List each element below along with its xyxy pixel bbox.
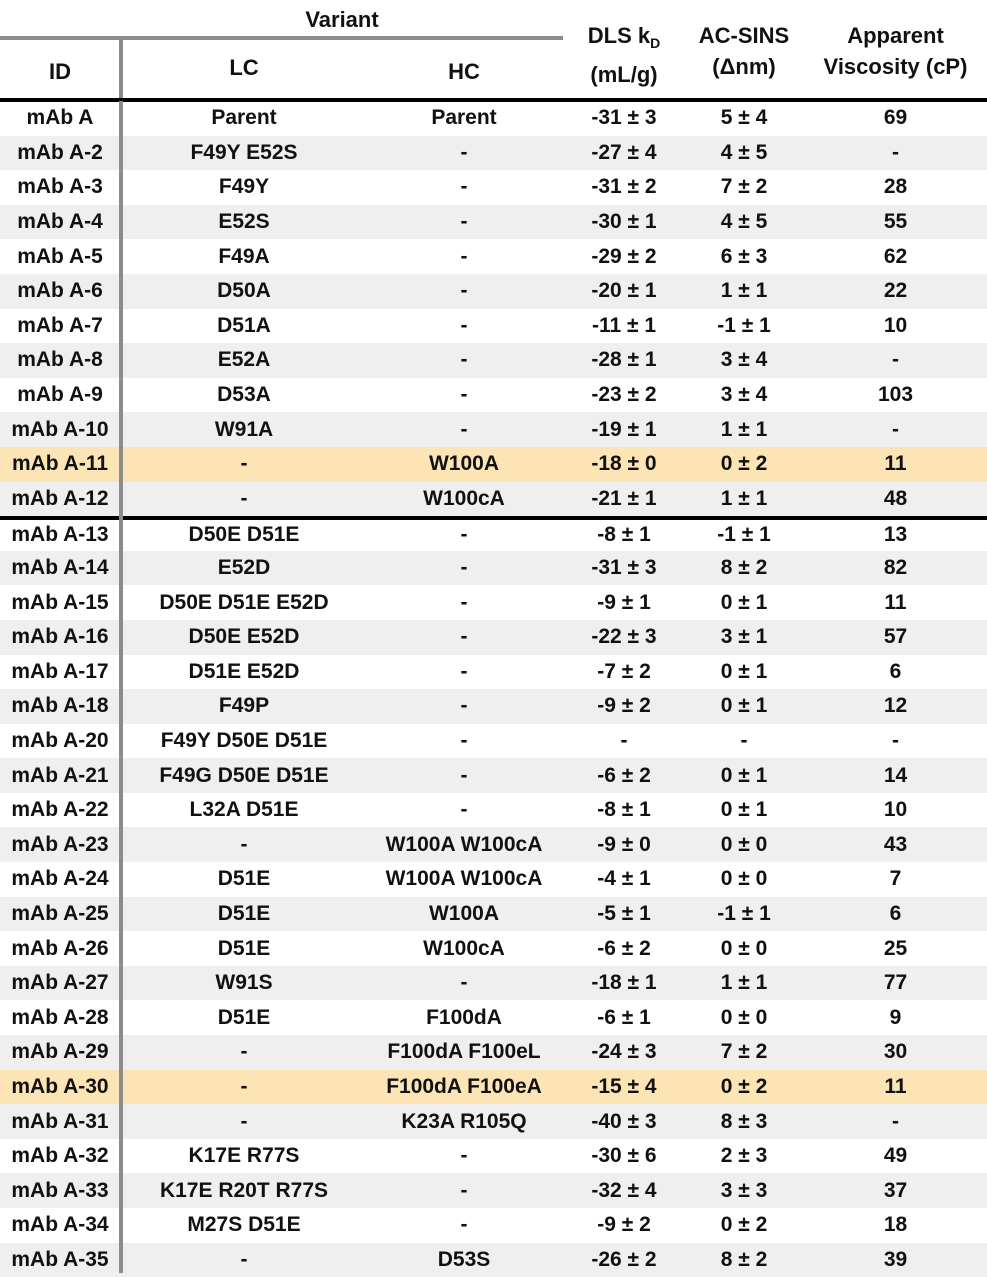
variant-group-rule bbox=[0, 36, 563, 40]
cell-lc: L32A D51E bbox=[189, 798, 299, 822]
cell-visc: 11 bbox=[884, 452, 907, 476]
cell-lc: - bbox=[240, 486, 248, 510]
cell-id: mAb A-3 bbox=[17, 175, 103, 199]
cell-dls: -31 ± 3 bbox=[591, 106, 657, 130]
cell-visc: 10 bbox=[883, 798, 908, 822]
table-row bbox=[0, 827, 987, 862]
table-row bbox=[0, 239, 987, 274]
cell-id: mAb A-6 bbox=[17, 279, 103, 303]
cell-visc: 62 bbox=[883, 244, 908, 268]
cell-hc: W100A W100cA bbox=[385, 867, 543, 891]
table-row bbox=[0, 482, 987, 517]
cell-dls: -31 ± 2 bbox=[591, 175, 657, 199]
table-row bbox=[0, 862, 987, 897]
cell-lc: F49Y E52S bbox=[190, 140, 298, 164]
table-row bbox=[0, 274, 987, 309]
cell-lc: F49Y bbox=[218, 175, 270, 199]
cell-dls: -9 ± 1 bbox=[597, 590, 651, 614]
cell-dls: -29 ± 2 bbox=[591, 244, 657, 268]
cell-visc: 18 bbox=[883, 1213, 908, 1237]
cell-id: mAb A-20 bbox=[11, 728, 109, 752]
cell-hc: - bbox=[460, 417, 468, 441]
cell-ac: -1 ± 1 bbox=[717, 313, 771, 337]
cell-hc: Parent bbox=[431, 106, 497, 130]
cell-id: mAb A-34 bbox=[11, 1213, 109, 1237]
column-header-hc: HC bbox=[448, 59, 480, 84]
table-body bbox=[0, 101, 987, 1277]
cell-id: mAb A-24 bbox=[11, 867, 109, 891]
cell-ac: 8 ± 3 bbox=[720, 1109, 768, 1133]
cell-lc: E52D bbox=[217, 556, 271, 580]
table-row bbox=[0, 724, 987, 759]
cell-lc: Parent bbox=[211, 106, 277, 130]
cell-ac: 6 ± 3 bbox=[720, 244, 768, 268]
cell-ac: 0 ± 1 bbox=[720, 694, 768, 718]
cell-visc: 69 bbox=[883, 106, 908, 130]
cell-id: mAb A-27 bbox=[11, 971, 109, 995]
cell-ac: - bbox=[740, 728, 748, 752]
cell-id: mAb A bbox=[26, 106, 94, 130]
cell-hc: W100A bbox=[428, 901, 500, 925]
cell-hc: W100cA bbox=[423, 486, 505, 510]
table-row bbox=[0, 101, 987, 136]
cell-dls: -28 ± 1 bbox=[591, 348, 657, 372]
cell-dls: -8 ± 1 bbox=[597, 523, 651, 547]
cell-hc: - bbox=[460, 313, 468, 337]
cell-dls: -9 ± 0 bbox=[597, 832, 651, 856]
cell-lc: - bbox=[240, 1074, 248, 1098]
cell-ac: 0 ± 2 bbox=[720, 1074, 768, 1098]
cell-dls: -23 ± 2 bbox=[591, 383, 657, 407]
table-row bbox=[0, 1208, 987, 1243]
cell-id: mAb A-7 bbox=[17, 313, 103, 337]
cell-lc: D51E bbox=[217, 1005, 271, 1029]
cell-ac: 8 ± 2 bbox=[720, 556, 768, 580]
table-row bbox=[0, 655, 987, 690]
cell-dls: -4 ± 1 bbox=[597, 867, 651, 891]
cell-lc: D51A bbox=[217, 313, 271, 337]
cell-hc: - bbox=[460, 1178, 468, 1202]
cell-hc: D53S bbox=[437, 1247, 491, 1271]
cell-dls: -18 ± 0 bbox=[591, 452, 657, 476]
cell-dls: -40 ± 3 bbox=[591, 1109, 657, 1133]
cell-id: mAb A-9 bbox=[17, 383, 103, 407]
cell-dls: -8 ± 1 bbox=[597, 798, 651, 822]
cell-ac: -1 ± 1 bbox=[717, 901, 771, 925]
cell-lc: D50E D51E E52D bbox=[159, 590, 329, 614]
ac-header-line2: (Δnm) bbox=[712, 54, 776, 79]
cell-visc: 13 bbox=[883, 523, 908, 547]
cell-hc: - bbox=[460, 728, 468, 752]
table-row bbox=[0, 620, 987, 655]
table-row bbox=[0, 1070, 987, 1105]
cell-hc: - bbox=[460, 175, 468, 199]
cell-visc: 77 bbox=[883, 971, 908, 995]
cell-dls: -21 ± 1 bbox=[591, 486, 657, 510]
cell-id: mAb A-16 bbox=[11, 625, 109, 649]
cell-visc: - bbox=[892, 1109, 899, 1133]
cell-ac: 0 ± 2 bbox=[720, 452, 768, 476]
table-row bbox=[0, 1104, 987, 1139]
cell-lc: E52S bbox=[218, 210, 270, 234]
cell-lc: K17E R77S bbox=[188, 1144, 300, 1168]
cell-lc: W91S bbox=[215, 971, 273, 995]
cell-lc: D50A bbox=[217, 279, 271, 303]
cell-id: mAb A-2 bbox=[17, 140, 103, 164]
table-row bbox=[0, 793, 987, 828]
cell-id: mAb A-28 bbox=[11, 1005, 109, 1029]
cell-lc: D53A bbox=[217, 383, 271, 407]
cell-lc: M27S D51E bbox=[187, 1213, 301, 1237]
cell-dls: -27 ± 4 bbox=[591, 140, 657, 164]
cell-id: mAb A-5 bbox=[17, 244, 103, 268]
cell-hc: - bbox=[460, 556, 468, 580]
cell-hc: - bbox=[460, 659, 468, 683]
cell-ac: 7 ± 2 bbox=[720, 1040, 768, 1064]
cell-lc: - bbox=[240, 1109, 248, 1133]
cell-lc: D51E bbox=[217, 867, 271, 891]
table-row bbox=[0, 516, 987, 551]
cell-id: mAb A-31 bbox=[11, 1109, 109, 1133]
cell-visc: 48 bbox=[883, 486, 908, 510]
table-row bbox=[0, 1139, 987, 1174]
cell-ac: 3 ± 3 bbox=[720, 1178, 768, 1202]
cell-id: mAb A-35 bbox=[11, 1247, 109, 1271]
table-row bbox=[0, 412, 987, 447]
cell-visc: 10 bbox=[883, 313, 908, 337]
cell-visc: 30 bbox=[883, 1040, 908, 1064]
cell-hc: F100dA bbox=[426, 1005, 502, 1029]
table-row bbox=[0, 170, 987, 205]
cell-visc: 12 bbox=[883, 694, 908, 718]
cell-lc: K17E R20T R77S bbox=[159, 1178, 329, 1202]
cell-lc: E52A bbox=[217, 348, 271, 372]
cell-lc: F49G D50E D51E bbox=[159, 763, 329, 787]
cell-hc: W100cA bbox=[423, 936, 505, 960]
cell-ac: 4 ± 5 bbox=[720, 210, 768, 234]
cell-id: mAb A-32 bbox=[11, 1144, 109, 1168]
visc-header-line1: Apparent bbox=[847, 23, 944, 48]
cell-dls: -7 ± 2 bbox=[597, 659, 651, 683]
table-row bbox=[0, 897, 987, 932]
cell-dls: -20 ± 1 bbox=[591, 279, 657, 303]
cell-ac: 3 ± 4 bbox=[720, 348, 768, 372]
cell-dls: -22 ± 3 bbox=[591, 625, 657, 649]
cell-dls: -30 ± 6 bbox=[591, 1144, 657, 1168]
cell-hc: - bbox=[460, 798, 468, 822]
cell-ac: 0 ± 1 bbox=[720, 590, 768, 614]
cell-ac: 0 ± 2 bbox=[720, 1213, 768, 1237]
table-row bbox=[0, 378, 987, 413]
cell-ac: 0 ± 0 bbox=[720, 832, 768, 856]
cell-dls: -32 ± 4 bbox=[591, 1178, 657, 1202]
cell-hc: - bbox=[460, 279, 468, 303]
cell-id: mAb A-4 bbox=[17, 210, 103, 234]
cell-ac: 1 ± 1 bbox=[720, 971, 768, 995]
cell-dls: -9 ± 2 bbox=[597, 694, 651, 718]
cell-id: mAb A-12 bbox=[11, 486, 109, 510]
cell-ac: 1 ± 1 bbox=[720, 486, 768, 510]
column-header-dls-kd bbox=[564, 20, 684, 90]
table-row bbox=[0, 966, 987, 1001]
table-row bbox=[0, 758, 987, 793]
cell-hc: - bbox=[460, 590, 468, 614]
table-row bbox=[0, 1035, 987, 1070]
dls-header-subscript: D bbox=[650, 35, 661, 51]
column-header-ac-sins bbox=[684, 20, 804, 82]
cell-dls: - bbox=[620, 728, 628, 752]
ac-header-line1: AC-SINS bbox=[698, 23, 790, 48]
cell-visc: 7 bbox=[889, 867, 902, 891]
cell-visc: - bbox=[892, 728, 899, 752]
cell-dls: -6 ± 1 bbox=[597, 1005, 651, 1029]
cell-id: mAb A-25 bbox=[11, 901, 109, 925]
table-row bbox=[0, 689, 987, 724]
cell-visc: 43 bbox=[883, 832, 908, 856]
cell-dls: -5 ± 1 bbox=[597, 901, 651, 925]
table-row bbox=[0, 931, 987, 966]
cell-ac: -1 ± 1 bbox=[717, 523, 771, 547]
visc-header-line2: Viscosity (cP) bbox=[823, 54, 968, 79]
cell-hc: W100A bbox=[428, 452, 500, 476]
cell-hc: - bbox=[460, 383, 468, 407]
table-row bbox=[0, 447, 987, 482]
cell-hc: - bbox=[460, 140, 468, 164]
cell-ac: 2 ± 3 bbox=[720, 1144, 768, 1168]
cell-hc: K23A R105Q bbox=[401, 1109, 527, 1133]
cell-visc: - bbox=[892, 348, 899, 372]
cell-ac: 3 ± 1 bbox=[720, 625, 768, 649]
cell-dls: -6 ± 2 bbox=[597, 763, 651, 787]
cell-dls: -24 ± 3 bbox=[591, 1040, 657, 1064]
cell-visc: - bbox=[892, 140, 899, 164]
cell-visc: 11 bbox=[884, 1074, 907, 1098]
cell-id: mAb A-18 bbox=[11, 694, 109, 718]
cell-id: mAb A-14 bbox=[11, 556, 109, 580]
cell-dls: -31 ± 3 bbox=[591, 556, 657, 580]
id-column-divider bbox=[119, 101, 123, 1273]
cell-visc: 14 bbox=[883, 763, 908, 787]
cell-dls: -19 ± 1 bbox=[591, 417, 657, 441]
cell-dls: -30 ± 1 bbox=[591, 210, 657, 234]
cell-id: mAb A-8 bbox=[17, 348, 103, 372]
cell-hc: F100dA F100eL bbox=[387, 1040, 541, 1064]
cell-visc: 28 bbox=[883, 175, 908, 199]
dls-header-line2: (mL/g) bbox=[590, 62, 658, 87]
cell-lc: D50E E52D bbox=[188, 625, 300, 649]
cell-lc: - bbox=[240, 452, 248, 476]
cell-dls: -11 ± 1 bbox=[591, 313, 657, 337]
cell-lc: F49P bbox=[218, 694, 270, 718]
cell-hc: W100A W100cA bbox=[385, 832, 543, 856]
cell-id: mAb A-17 bbox=[11, 659, 109, 683]
cell-ac: 4 ± 5 bbox=[720, 140, 768, 164]
column-header-id: ID bbox=[49, 59, 71, 84]
cell-ac: 3 ± 4 bbox=[720, 383, 768, 407]
cell-ac: 0 ± 1 bbox=[720, 798, 768, 822]
cell-visc: 49 bbox=[883, 1144, 908, 1168]
table-row bbox=[0, 1243, 987, 1277]
cell-visc: 6 bbox=[889, 659, 902, 683]
cell-lc: D50E D51E bbox=[188, 523, 300, 547]
cell-visc: 55 bbox=[883, 210, 908, 234]
cell-hc: - bbox=[460, 694, 468, 718]
table-row bbox=[0, 136, 987, 171]
dls-header-line1: DLS $k_D$ bbox=[587, 23, 661, 51]
cell-hc: - bbox=[460, 210, 468, 234]
cell-visc: 39 bbox=[883, 1247, 908, 1271]
id-column-divider-header bbox=[119, 40, 123, 98]
cell-hc: - bbox=[460, 1213, 468, 1237]
cell-ac: 0 ± 0 bbox=[720, 867, 768, 891]
cell-ac: 7 ± 2 bbox=[720, 175, 768, 199]
cell-id: mAb A-10 bbox=[11, 417, 109, 441]
cell-id: mAb A-30 bbox=[11, 1074, 109, 1098]
cell-id: mAb A-21 bbox=[11, 763, 109, 787]
cell-hc: - bbox=[460, 625, 468, 649]
cell-id: mAb A-11 bbox=[11, 452, 109, 476]
table-row bbox=[0, 309, 987, 344]
cell-id: mAb A-23 bbox=[11, 832, 109, 856]
cell-id: mAb A-33 bbox=[11, 1178, 109, 1202]
cell-ac: 0 ± 0 bbox=[720, 936, 768, 960]
cell-dls: -6 ± 2 bbox=[597, 936, 651, 960]
table-row bbox=[0, 1000, 987, 1035]
cell-visc: 11 bbox=[884, 590, 907, 614]
cell-lc: - bbox=[240, 1040, 248, 1064]
cell-ac: 8 ± 2 bbox=[720, 1247, 768, 1271]
cell-visc: 9 bbox=[889, 1005, 902, 1029]
cell-lc: - bbox=[240, 832, 248, 856]
cell-id: mAb A-26 bbox=[11, 936, 109, 960]
cell-hc: - bbox=[460, 971, 468, 995]
cell-lc: D51E bbox=[217, 901, 271, 925]
cell-visc: 25 bbox=[883, 936, 908, 960]
cell-visc: 37 bbox=[883, 1178, 908, 1202]
table-row bbox=[0, 585, 987, 620]
cell-lc: F49Y D50E D51E bbox=[160, 728, 328, 752]
cell-dls: -15 ± 4 bbox=[591, 1074, 657, 1098]
cell-ac: 1 ± 1 bbox=[720, 417, 768, 441]
table-row bbox=[0, 551, 987, 586]
cell-visc: 6 bbox=[889, 901, 902, 925]
cell-ac: 5 ± 4 bbox=[720, 106, 768, 130]
cell-hc: - bbox=[460, 763, 468, 787]
cell-hc: - bbox=[460, 1144, 468, 1168]
cell-ac: 0 ± 1 bbox=[720, 659, 768, 683]
cell-dls: -9 ± 2 bbox=[597, 1213, 651, 1237]
cell-visc: - bbox=[892, 417, 899, 441]
cell-id: mAb A-29 bbox=[11, 1040, 109, 1064]
cell-hc: - bbox=[460, 348, 468, 372]
cell-ac: 1 ± 1 bbox=[720, 279, 768, 303]
cell-dls: -26 ± 2 bbox=[591, 1247, 657, 1271]
cell-visc: 82 bbox=[883, 556, 908, 580]
cell-lc: D51E E52D bbox=[188, 659, 300, 683]
column-header-lc: LC bbox=[229, 55, 259, 80]
cell-lc: - bbox=[240, 1247, 248, 1271]
cell-id: mAb A-22 bbox=[11, 798, 109, 822]
cell-dls: -18 ± 1 bbox=[591, 971, 657, 995]
table-row bbox=[0, 343, 987, 378]
cell-hc: F100dA F100eA bbox=[386, 1074, 542, 1098]
cell-lc: F49A bbox=[218, 244, 270, 268]
cell-hc: - bbox=[460, 523, 468, 547]
table-row bbox=[0, 1173, 987, 1208]
cell-id: mAb A-15 bbox=[11, 590, 109, 614]
cell-visc: 57 bbox=[883, 625, 908, 649]
cell-lc: D51E bbox=[217, 936, 271, 960]
cell-lc: W91A bbox=[214, 417, 274, 441]
cell-visc: 103 bbox=[877, 383, 914, 407]
table-row bbox=[0, 205, 987, 240]
column-header-viscosity bbox=[804, 20, 987, 82]
cell-ac: 0 ± 1 bbox=[720, 763, 768, 787]
cell-id: mAb A-13 bbox=[11, 523, 109, 547]
cell-ac: 0 ± 0 bbox=[720, 1005, 768, 1029]
cell-hc: - bbox=[460, 244, 468, 268]
variant-group-header: Variant bbox=[305, 7, 379, 32]
cell-visc: 22 bbox=[883, 279, 908, 303]
